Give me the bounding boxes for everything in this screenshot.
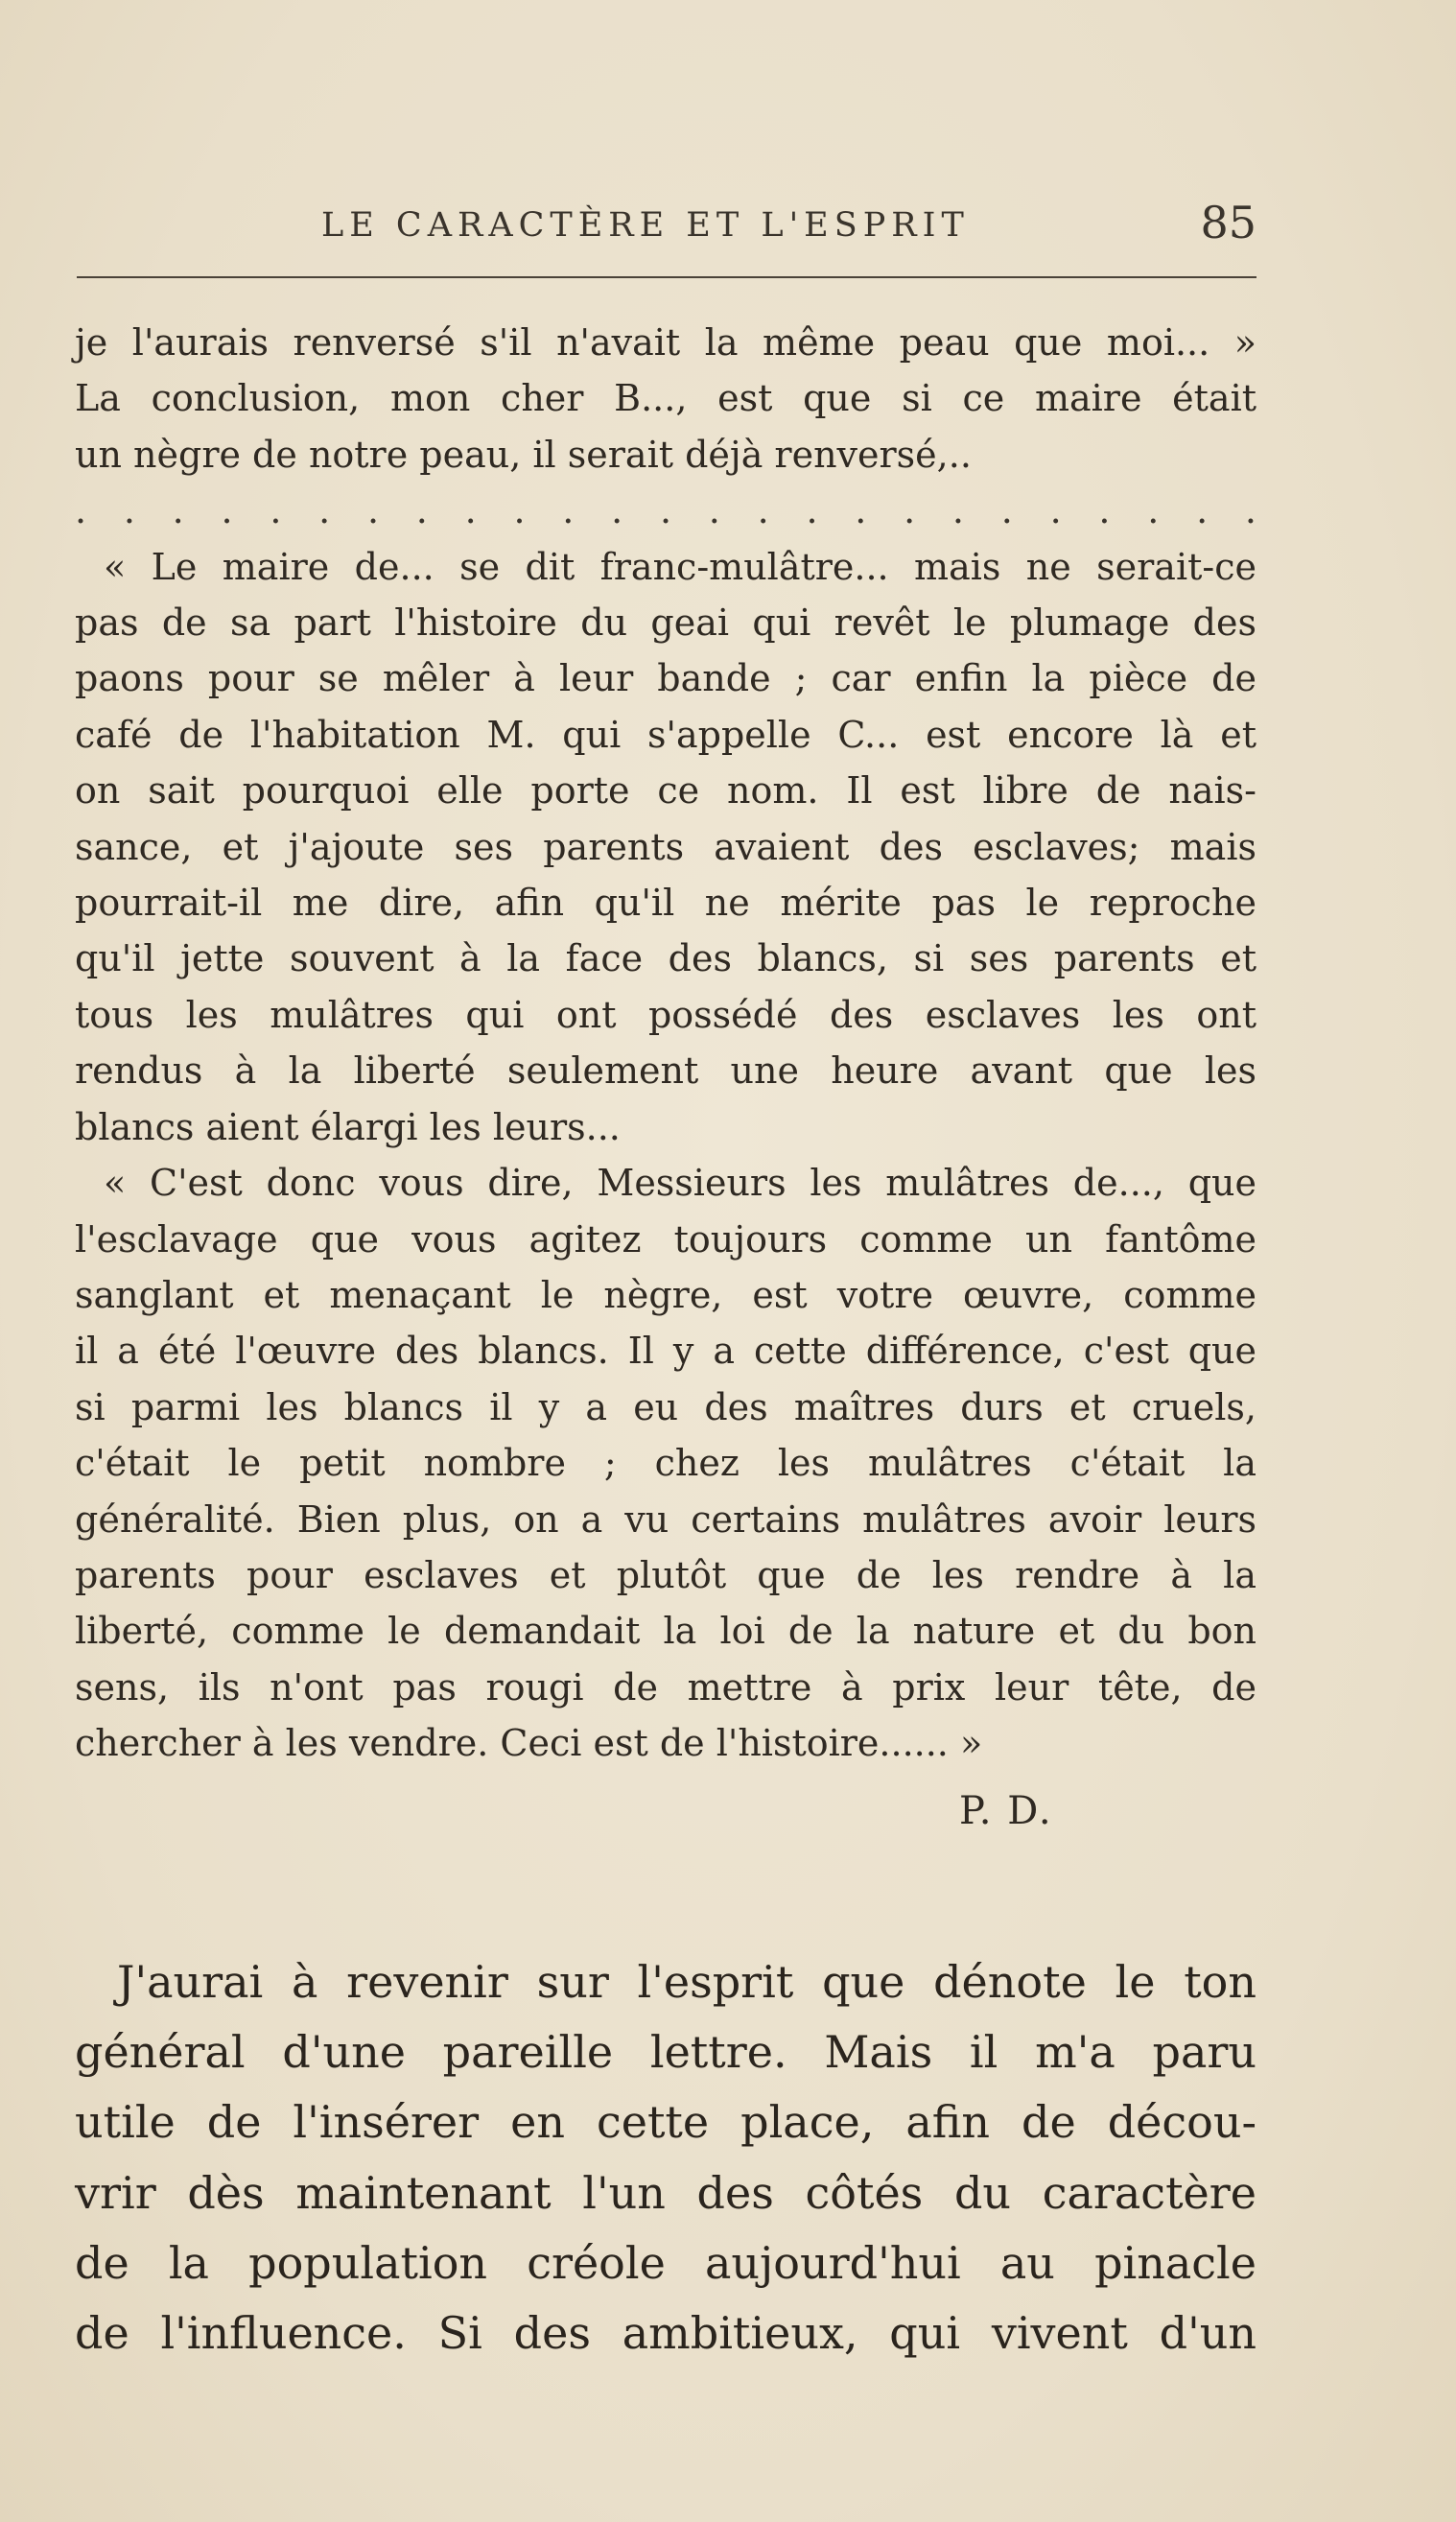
quote-line: chercher à les vendre. Ceci est de l'histoire...... »: [75, 1722, 983, 1765]
quote-line: il a été l'œuvre des blancs. Il y a cette différence, c'est que: [75, 1330, 1256, 1373]
quote-line: généralité. Bien plus, on a vu certains mulâtres avoir leurs: [75, 1497, 1256, 1541]
ellipsis-row: . . . . . . . . . . . . . . . . . . . . . . . . .: [75, 489, 1256, 532]
body-line: utile de l'insérer en cette place, afin de décou-: [75, 2096, 1256, 2149]
letter-signature: P. D.: [959, 1789, 1053, 1833]
body-line: vrir dès maintenant l'un des côtés du caractère: [75, 2166, 1256, 2219]
quote-line: un nègre de notre peau, il serait déjà renversé,..: [75, 433, 972, 476]
quote-line: sanglant et menaçant le nègre, est votre œuvre, comme: [75, 1273, 1256, 1316]
quote-line: je l'aurais renversé s'il n'avait la même peau que moi... »: [75, 321, 1256, 364]
quote-line: La conclusion, mon cher B..., est que si ce maire était: [75, 377, 1256, 420]
quote-line: c'était le petit nombre ; chez les mulâtres c'était la: [75, 1442, 1256, 1485]
quote-line: liberté, comme le demandait la loi de la nature et du bon: [75, 1610, 1256, 1653]
quote-line: sance, et j'ajoute ses parents avaient des esclaves; mais: [75, 825, 1256, 868]
quote-line: l'esclavage que vous agitez toujours comme un fantôme: [75, 1217, 1256, 1261]
quote-line: parents pour esclaves et plutôt que de les rendre à la: [75, 1553, 1256, 1596]
quote-line: si parmi les blancs il y a eu des maîtres durs et cruels,: [75, 1385, 1256, 1428]
body-paragraph: [75, 1947, 1256, 2369]
quote-line: paons pour se mêler à leur bande ; car enfin la pièce de: [75, 657, 1256, 700]
header-rule: [77, 276, 1256, 278]
quote-line: pourrait-il me dire, afin qu'il ne mérite pas le reproche: [75, 882, 1256, 925]
quote-line: café de l'habitation M. qui s'appelle C... est encore là et: [75, 713, 1256, 756]
quote-line: on sait pourquoi elle porte ce nom. Il est libre de nais-: [75, 769, 1256, 813]
running-title: LE CARACTÈRE ET L'ESPRIT: [321, 206, 970, 245]
body-line: général d'une pareille lettre. Mais il m'a paru: [75, 2026, 1256, 2079]
page-number: 85: [1200, 197, 1256, 248]
quote-line: « C'est donc vous dire, Messieurs les mulâtres de..., que: [104, 1162, 1256, 1205]
quoted-letter: [75, 315, 1256, 1772]
quote-line: sens, ils n'ont pas rougi de mettre à prix leur tête, de: [75, 1665, 1256, 1709]
quote-line: blancs aient élargi les leurs...: [75, 1105, 621, 1148]
quote-line: tous les mulâtres qui ont possédé des esclaves les ont: [75, 993, 1256, 1036]
quote-line: « Le maire de... se dit franc-mulâtre... mais ne serait-ce: [104, 545, 1256, 588]
body-line: de la population créole aujourd'hui au pinacle: [75, 2236, 1256, 2289]
quote-line: rendus à la liberté seulement une heure avant que les: [75, 1049, 1256, 1093]
body-line: J'aurai à revenir sur l'esprit que dénote le ton: [117, 1956, 1256, 2008]
quote-line: pas de sa part l'histoire du geai qui revêt le plumage des: [75, 601, 1256, 645]
quote-line: qu'il jette souvent à la face des blancs, si ses parents et: [75, 937, 1256, 980]
page-header: [77, 197, 1256, 254]
body-line: de l'influence. Si des ambitieux, qui vivent d'un: [75, 2307, 1256, 2360]
